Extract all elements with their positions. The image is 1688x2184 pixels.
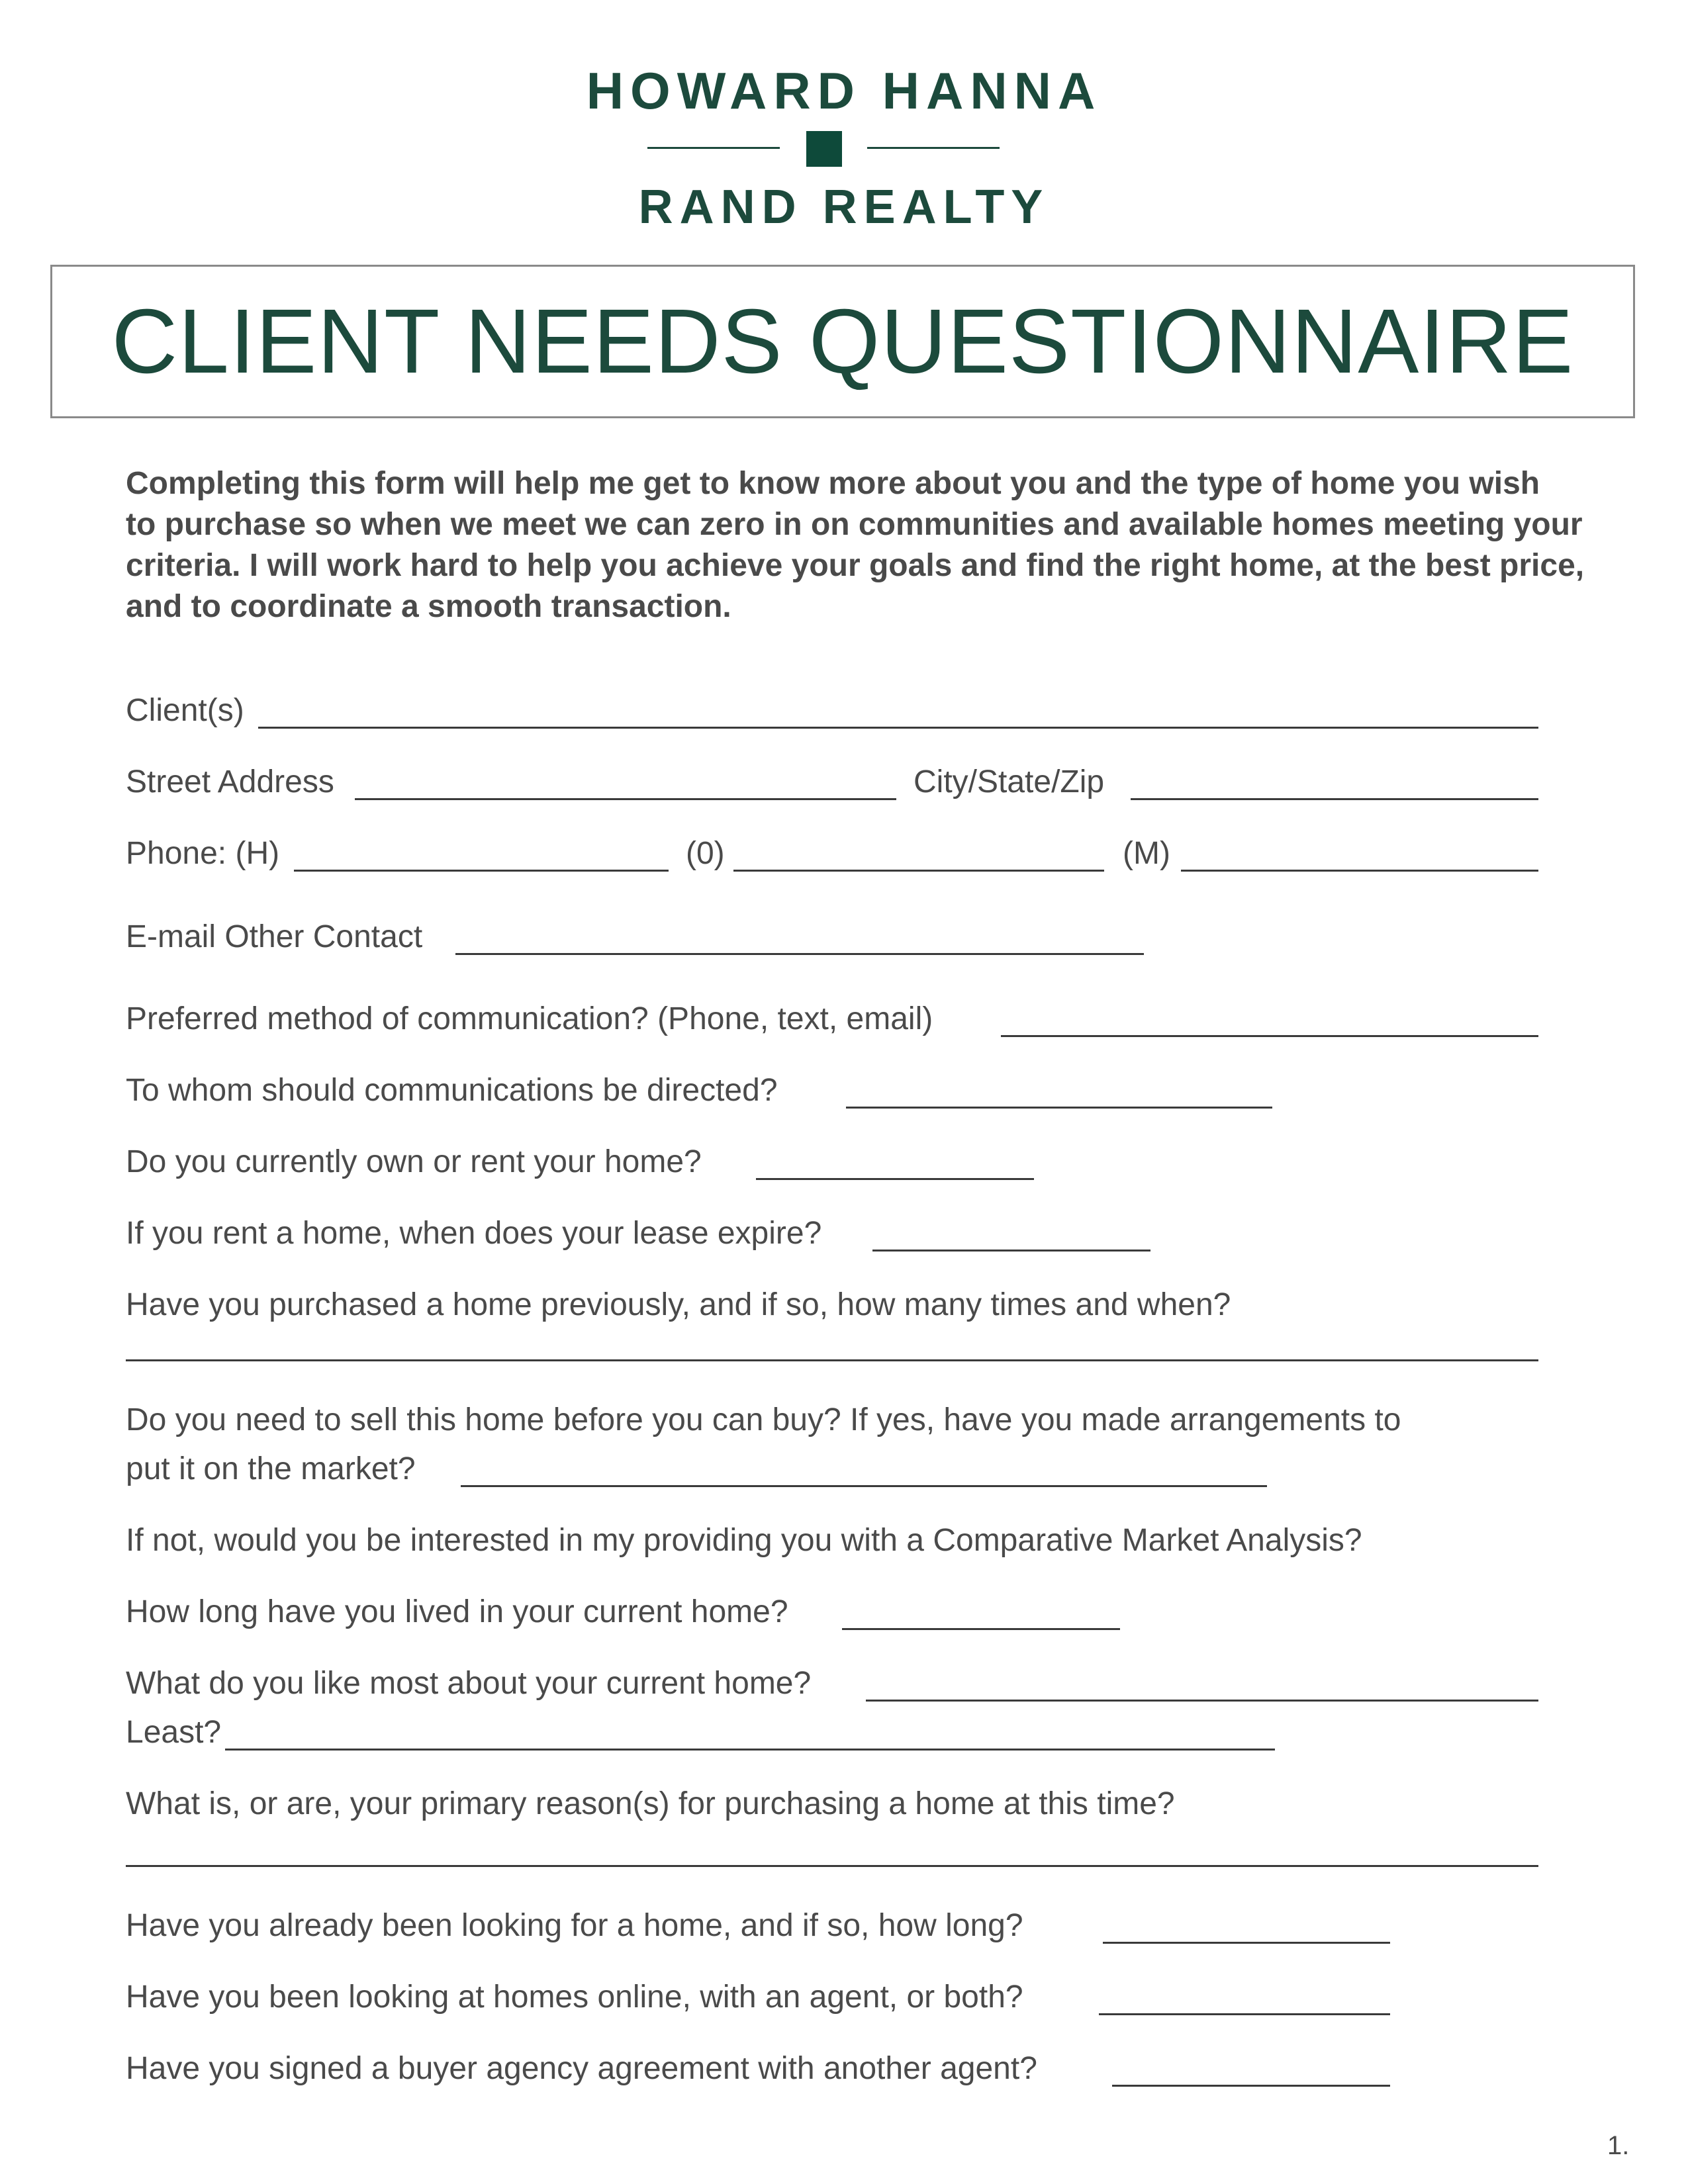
intro-line: and to coordinate a smooth transaction. (126, 589, 731, 624)
how-long-field[interactable] (842, 1628, 1120, 1630)
online-agent-label: Have you been looking at homes online, with an agent, or both? (126, 1979, 1023, 2015)
lease-label: If you rent a home, when does your lease expire? (126, 1216, 822, 1251)
cma-label: If not, would you be interested in my providing you with a Comparative Market Analysis? (126, 1523, 1362, 1558)
phone-office-field[interactable] (733, 870, 1104, 872)
brand-logo (0, 0, 1688, 251)
phone-home-field[interactable] (294, 870, 669, 872)
signed-agreement-field[interactable] (1112, 2085, 1390, 2087)
logo-rule-right (867, 147, 1000, 149)
phone-mobile-label: (M) (1123, 836, 1170, 871)
intro-line: Completing this form will help me get to know more about you and the type of home you wish (126, 466, 1540, 501)
page-number: 1. (1607, 2131, 1630, 2160)
purchased-before-field[interactable] (126, 1359, 1538, 1361)
street-address-label: Street Address (126, 764, 334, 799)
sell-first-field[interactable] (461, 1485, 1267, 1487)
email-field[interactable] (455, 953, 1144, 955)
preferred-method-field[interactable] (1001, 1035, 1538, 1037)
brand-name-line2: RAND REALTY (638, 181, 1050, 234)
preferred-method-label: Preferred method of communication? (Phone, text, email) (126, 1001, 933, 1036)
city-state-zip-label: City/State/Zip (914, 764, 1105, 799)
reasons-field[interactable] (126, 1865, 1538, 1867)
sell-first-label: Do you need to sell this home before you can buy? If yes, have you made arrangements to (126, 1402, 1401, 1437)
reasons-label: What is, or are, your primary reason(s) for purchasing a home at this time? (126, 1786, 1175, 1821)
title-box (50, 265, 1635, 418)
intro-line: criteria. I will work hard to help you achieve your goals and find the right home, at the best price, (126, 548, 1585, 583)
looking-how-long-label: Have you already been looking for a home, and if so, how long? (126, 1908, 1023, 1943)
to-whom-field[interactable] (846, 1107, 1272, 1109)
email-label: E-mail Other Contact (126, 919, 423, 954)
how-long-label: How long have you lived in your current home? (126, 1594, 788, 1629)
to-whom-label: To whom should communications be directed? (126, 1073, 778, 1108)
phone-office-label: (0) (686, 836, 725, 871)
least-field[interactable] (225, 1749, 1275, 1751)
phone-home-label: Phone: (H) (126, 836, 280, 871)
clients-label: Client(s) (126, 693, 244, 728)
city-state-zip-field[interactable] (1131, 798, 1538, 800)
purchased-before-label: Have you purchased a home previously, and if so, how many times and when? (126, 1287, 1231, 1322)
street-address-field[interactable] (355, 798, 896, 800)
sell-first-label-2: put it on the market? (126, 1451, 416, 1486)
own-rent-label: Do you currently own or rent your home? (126, 1144, 702, 1179)
own-rent-field[interactable] (756, 1178, 1034, 1180)
lease-field[interactable] (872, 1250, 1150, 1251)
clients-field[interactable] (258, 727, 1538, 729)
signed-agreement-label: Have you signed a buyer agency agreement with another agent? (126, 2051, 1037, 2086)
intro-line: to purchase so when we meet we can zero in on communities and available homes meeting your (126, 507, 1583, 542)
least-label: Least? (126, 1715, 222, 1750)
looking-how-long-field[interactable] (1103, 1942, 1390, 1944)
brand-name-line1: HOWARD HANNA (586, 62, 1102, 120)
online-agent-field[interactable] (1099, 2013, 1390, 2015)
like-most-label: What do you like most about your current home? (126, 1666, 812, 1701)
logo-square-icon (806, 131, 842, 167)
like-most-field[interactable] (866, 1700, 1538, 1702)
page-title: CLIENT NEEDS QUESTIONNAIRE (111, 290, 1574, 392)
phone-mobile-field[interactable] (1181, 870, 1538, 872)
intro-paragraph (126, 463, 1585, 627)
logo-rule-left (647, 147, 780, 149)
